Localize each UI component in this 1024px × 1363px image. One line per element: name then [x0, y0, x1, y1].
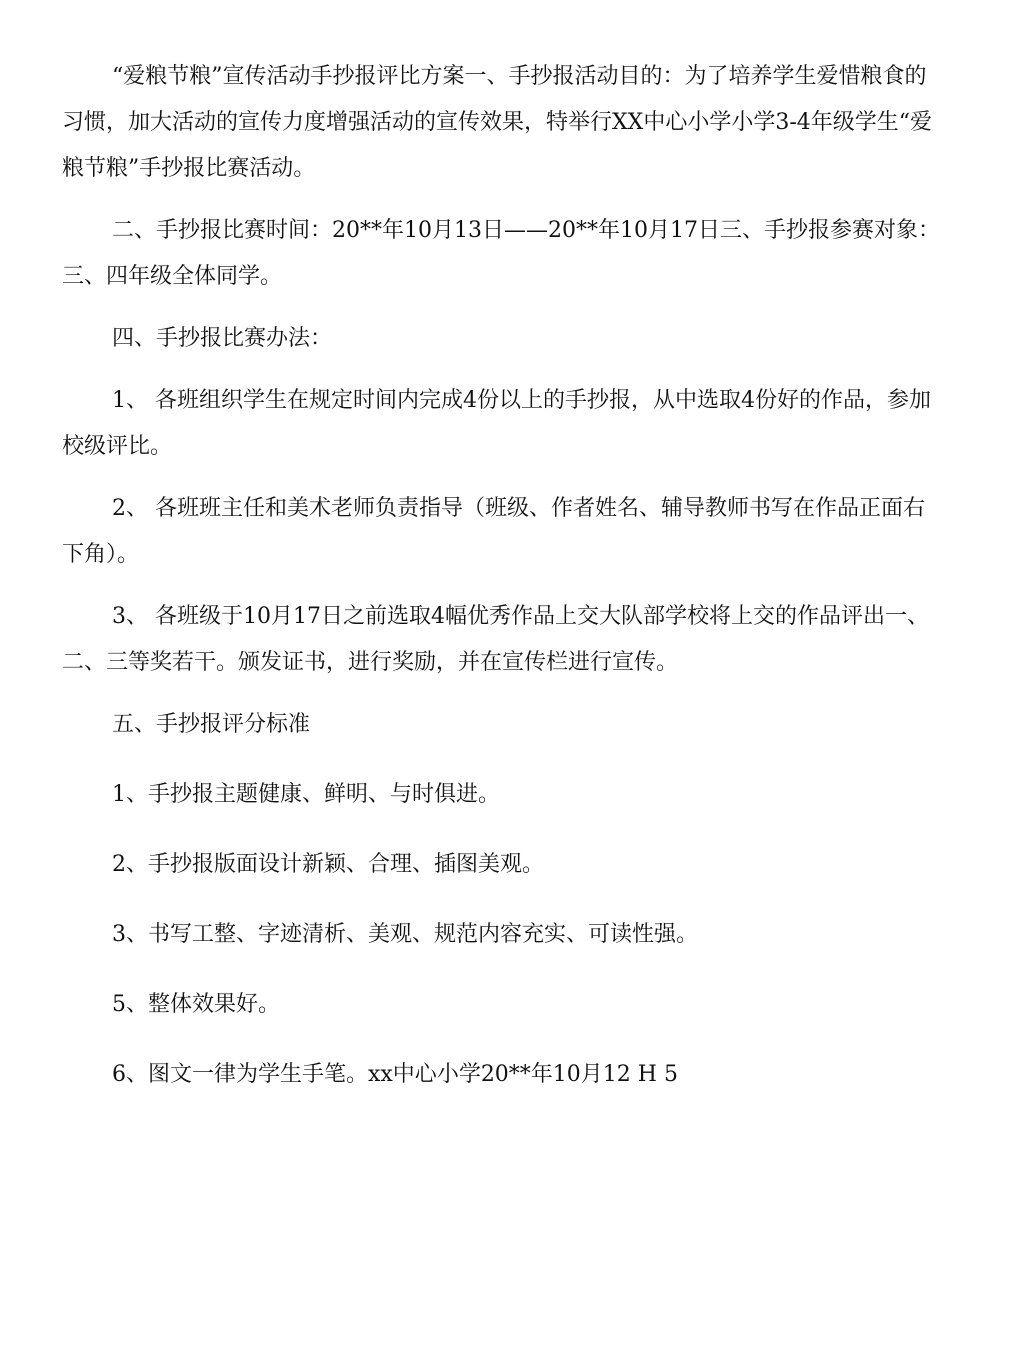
- paragraph-method-3: 3、 各班级于10月17日之前选取4幅优秀作品上交大队部学校将上交的作品评出一、二、三等奖若干。颁发证书，进行奖励，并在宣传栏进行宣传。: [62, 604, 929, 675]
- paragraph-intro: “爱粮节粮”宣传活动手抄报评比方案一、手抄报活动目的：为了培养学生爱惜粮食的习惯，加大活动的宣传力度增强活动的宣传效果，特举行XX中心小学小学3-4年级学生“爱粮节粮”手抄报比赛活动。: [62, 64, 933, 181]
- paragraph-method-1: 1、 各班组织学生在规定时间内完成4份以上的手抄报，从中选取4份好的作品，参加校级评比。: [62, 388, 931, 459]
- paragraph-method-heading: 四、手抄报比赛办法：: [112, 326, 333, 351]
- paragraph-criteria-2: 2、手抄报版面设计新颖、合理、插图美观。: [112, 852, 544, 877]
- paragraph-criteria-3: 3、书写工整、字迹清析、美观、规范内容充实、可读性强。: [112, 922, 698, 947]
- paragraph-time-and-participants: 二、手抄报比赛时间：20**年10月13日——20**年10月17日三、手抄报参赛对象：三、四年级全体同学。: [62, 218, 940, 289]
- paragraph-criteria-6: 6、图文一律为学生手笔。xx中心小学20**年10月12 H 5: [112, 1062, 678, 1087]
- paragraph-criteria-heading: 五、手抄报评分标准: [112, 712, 311, 737]
- paragraph-method-2: 2、 各班班主任和美术老师负责指导（班级、作者姓名、辅导教师书写在作品正面右下角）。: [62, 496, 925, 567]
- paragraph-criteria-1: 1、手抄报主题健康、鲜明、与时俱进。: [112, 782, 500, 807]
- paragraph-criteria-5: 5、整体效果好。: [112, 992, 280, 1017]
- document-body: [62, 54, 940, 1098]
